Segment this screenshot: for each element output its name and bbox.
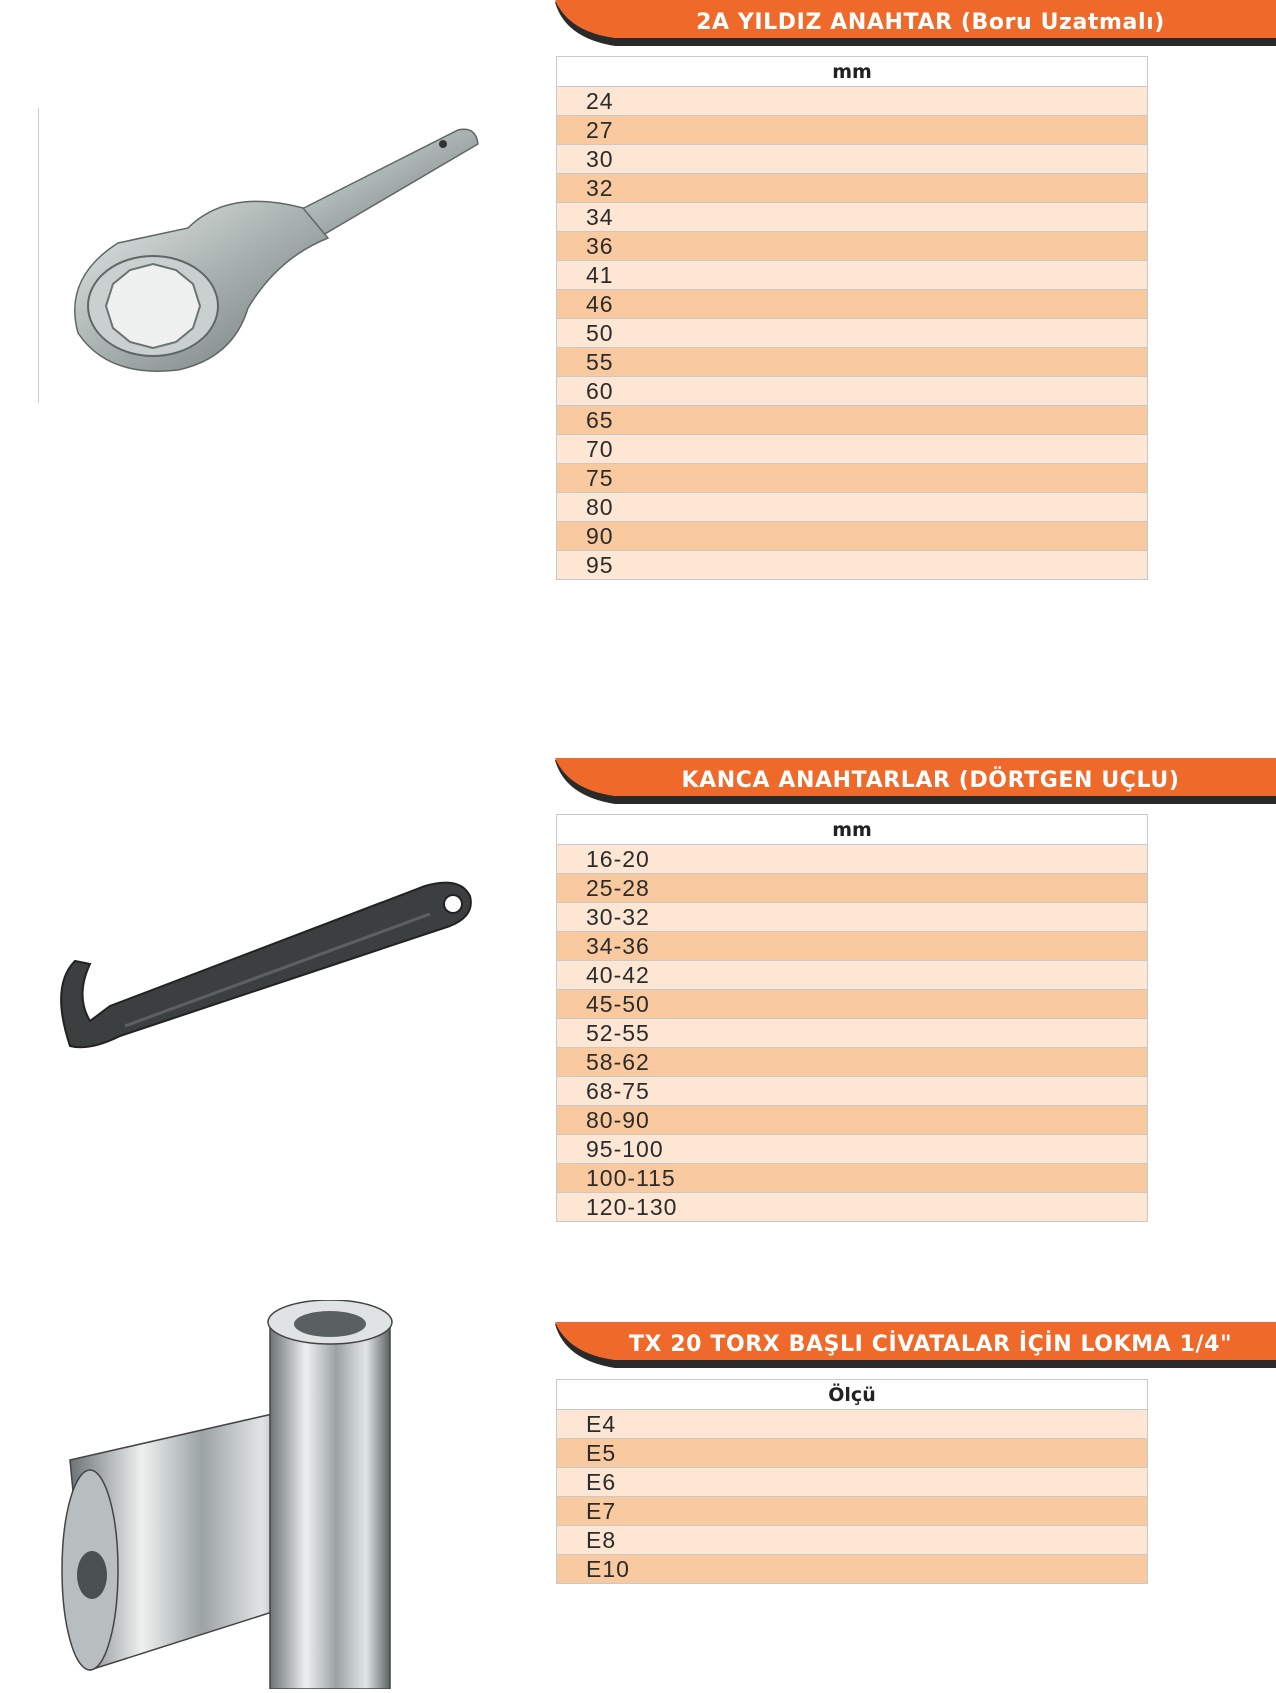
- section-1-banner: [555, 0, 1276, 50]
- torx-socket-photo: [50, 1300, 470, 1689]
- size-cell: 90: [557, 522, 1148, 551]
- size-cell: 40-42: [557, 961, 1148, 990]
- section-3-size-table: [556, 1379, 1148, 1584]
- hook-spanner-photo: [30, 836, 490, 1066]
- size-cell: 30: [557, 145, 1148, 174]
- size-cell: E8: [557, 1526, 1148, 1555]
- section-1-title: 2A YILDIZ ANAHTAR (Boru Uzatmalı): [696, 9, 1165, 35]
- size-cell: 68-75: [557, 1077, 1148, 1106]
- column-header: Ölçü: [557, 1380, 1148, 1410]
- size-cell: 16-20: [557, 845, 1148, 874]
- size-cell: 52-55: [557, 1019, 1148, 1048]
- size-cell: 41: [557, 261, 1148, 290]
- size-cell: E4: [557, 1410, 1148, 1439]
- size-cell: 100-115: [557, 1164, 1148, 1193]
- size-cell: 95-100: [557, 1135, 1148, 1164]
- section-ring-spanner: [0, 0, 1276, 600]
- section-1-size-table: [556, 56, 1148, 580]
- size-cell: 46: [557, 290, 1148, 319]
- column-header: mm: [557, 815, 1148, 845]
- size-cell: 30-32: [557, 903, 1148, 932]
- size-cell: 34: [557, 203, 1148, 232]
- size-cell: 24: [557, 87, 1148, 116]
- column-header: mm: [557, 57, 1148, 87]
- size-cell: E5: [557, 1439, 1148, 1468]
- size-cell: 55: [557, 348, 1148, 377]
- size-cell: 27: [557, 116, 1148, 145]
- size-cell: E10: [557, 1555, 1148, 1584]
- size-cell: 95: [557, 551, 1148, 580]
- size-cell: 60: [557, 377, 1148, 406]
- section-torx-socket: [0, 1300, 1276, 1689]
- section-3-title: TX 20 TORX BAŞLI CİVATALAR İÇİN LOKMA 1/4": [628, 1331, 1233, 1357]
- ring-spanner-photo: [38, 108, 493, 403]
- size-cell: E7: [557, 1497, 1148, 1526]
- size-cell: 70: [557, 435, 1148, 464]
- size-cell: 32: [557, 174, 1148, 203]
- size-cell: 50: [557, 319, 1148, 348]
- size-cell: 36: [557, 232, 1148, 261]
- size-cell: 120-130: [557, 1193, 1148, 1222]
- section-3-banner: [555, 1322, 1276, 1372]
- section-2-size-table: [556, 814, 1148, 1222]
- section-hook-spanner: [0, 758, 1276, 1258]
- size-cell: 80-90: [557, 1106, 1148, 1135]
- section-2-banner: [555, 758, 1276, 808]
- size-cell: E6: [557, 1468, 1148, 1497]
- section-2-title: KANCA ANAHTARLAR (DÖRTGEN UÇLU): [681, 767, 1180, 793]
- size-cell: 34-36: [557, 932, 1148, 961]
- size-cell: 45-50: [557, 990, 1148, 1019]
- size-cell: 75: [557, 464, 1148, 493]
- size-cell: 65: [557, 406, 1148, 435]
- size-cell: 25-28: [557, 874, 1148, 903]
- size-cell: 80: [557, 493, 1148, 522]
- size-cell: 58-62: [557, 1048, 1148, 1077]
